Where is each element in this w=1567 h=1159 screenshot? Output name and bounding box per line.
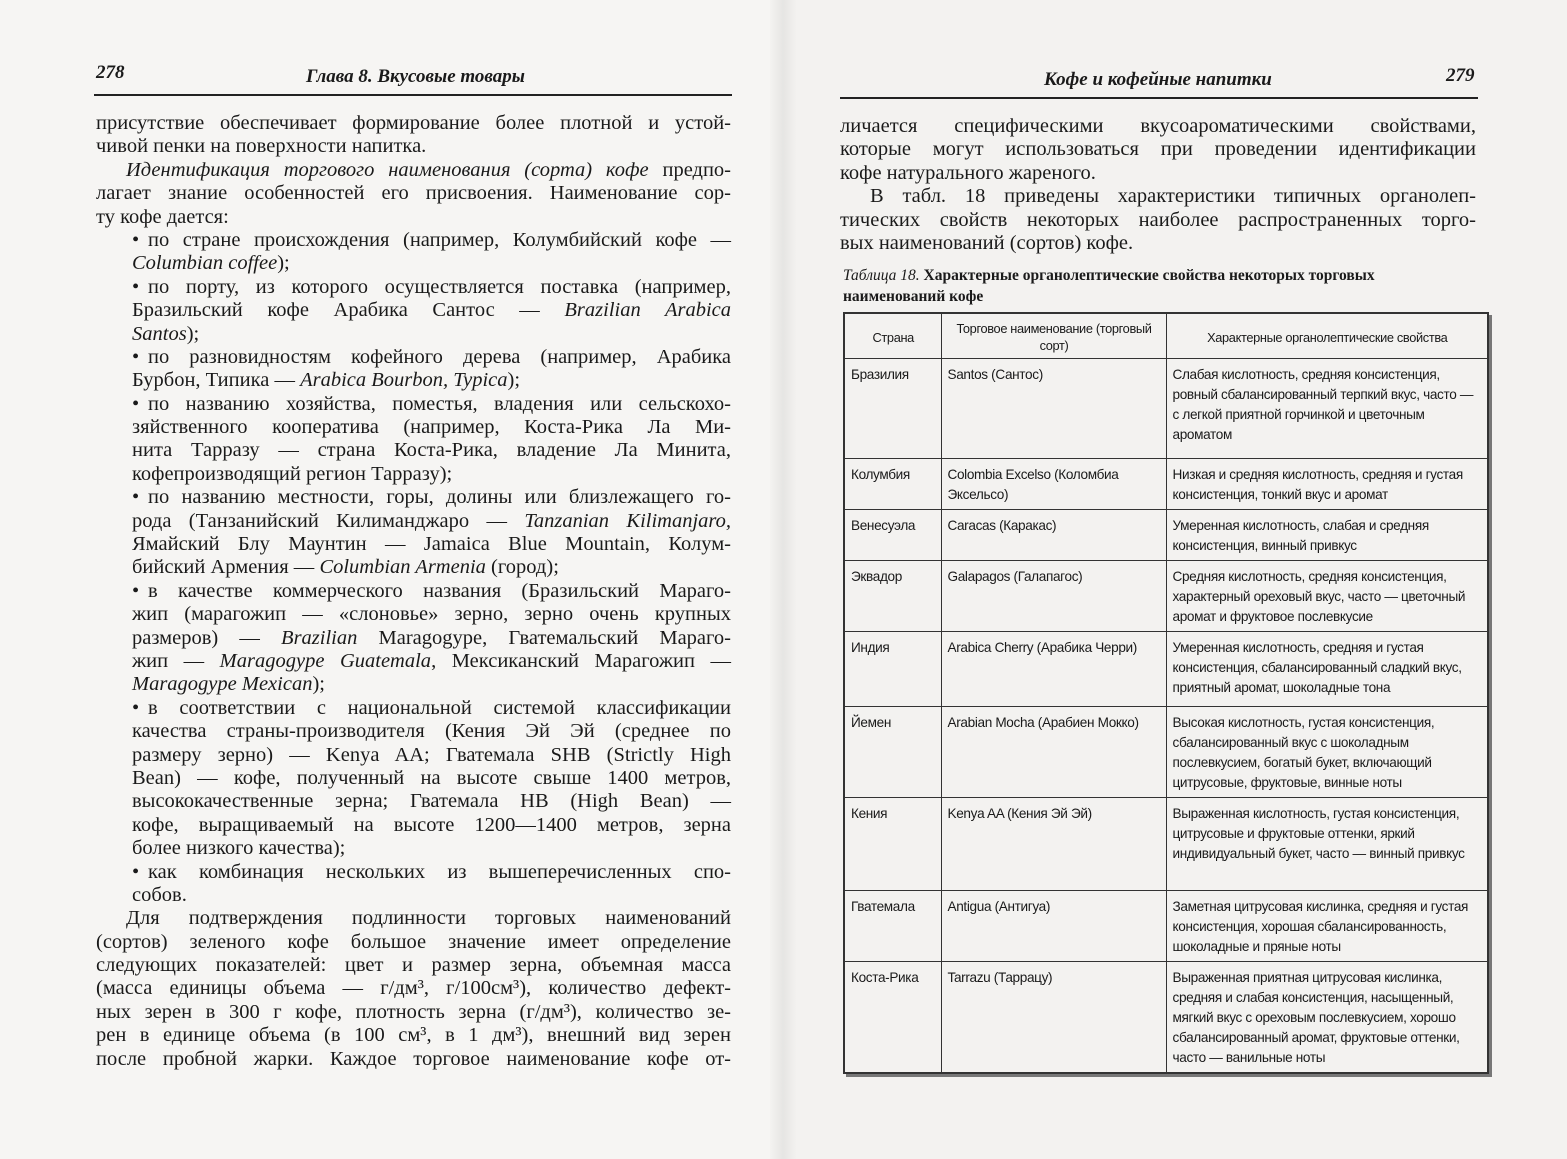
bullet-icon: • [132,579,140,602]
text-segment: кофепроизводящий регион Тарразу); [132,462,453,485]
text-segment: Бразильский кофе Арабика Сантос — [132,299,565,322]
text-line [96,393,731,416]
cell-country: Венесуэла [844,510,941,561]
text-line [96,884,731,907]
right-header-rule [840,97,1478,99]
bullet-icon: • [132,860,140,883]
cell-country: Эквадор [844,561,941,632]
italic-text: Columbian coffee [132,252,278,275]
cell-country: Гватемала [844,891,941,962]
text-line [96,697,731,720]
bullet-icon: • [132,228,140,251]
bullet-icon: • [132,486,140,509]
table-caption-label: Таблица 18. [843,267,920,284]
text-segment: личается специфическими вкусоароматическими свойствами, [840,115,1476,137]
cell-trade-name: Arabian Mocha (Арабиен Мокко) [941,707,1166,798]
bullet-icon: • [132,392,140,415]
text-segment: присутствие обеспечивает формирование более плотной и устой- [96,112,731,134]
text-segment: как комбинация нескольких из вышеперечисленных спо- [148,860,731,883]
text-line [96,580,731,603]
text-line [96,416,731,439]
right-page-number: 279 [1446,65,1475,86]
cell-trade-name: Galapagos (Галапагос) [941,561,1166,632]
text-line [840,115,1476,138]
text-segment: по названию местности, горы, долины или близлежащего го- [148,486,731,509]
text-line [96,533,731,556]
text-segment: ); [277,252,290,275]
text-segment: кофе, выращиваемый на высоте 1200—1400 метров, зерна [132,813,731,836]
table-row [844,459,1488,510]
text-line [96,369,731,392]
italic-text: Tanzanian Kilimanjaro, [524,509,731,532]
italic-text: Columbian Armenia [319,556,486,579]
cell-properties: Слабая кислотность, средняя консистенция, ровный сбалансированный терпкий вкус, часто — с легкой приятной горчинкой и цветочным ароматом [1166,359,1488,459]
cell-country: Коста-Рика [844,962,941,1074]
text-line [96,510,731,533]
text-segment: ту кофе дается: [96,205,229,228]
text-line [96,907,731,930]
bullet-icon: • [132,696,140,719]
text-segment: по порту, из которого осуществляется поставка (например, [148,275,731,298]
text-segment: жип (марагожип — «слоновье» зерно, зерно очень крупных [132,603,731,626]
text-segment: высококачественные зерна; Гватемала HB (High Bean) — [132,790,731,813]
text-line [96,135,731,158]
text-line [96,954,731,977]
text-line [96,814,731,837]
text-segment: зяйственного кооператива (например, Коста-Рика Ла Ми- [132,416,731,439]
right-running-head: Кофе и кофейные напитки [1044,69,1272,90]
cell-properties: Средняя кислотность, средняя консистенция, характерный ореховый вкус, часто — цветочный аромат и фруктовое послевкусие [1166,561,1488,632]
italic-text: Brazilian Arabica [564,299,731,322]
text-line [96,206,731,229]
text-segment: жип — [132,649,220,672]
left-running-head: Глава 8. Вкусовые товары [306,66,525,87]
italic-text: Идентификация торгового наименования (сорта) кофе [126,158,649,181]
header-properties: Характерные органолептические свойства [1166,313,1488,359]
coffee-properties-table [843,312,1489,1074]
text-segment: по стране происхождения (например, Колумбийский кофе — [148,228,731,251]
text-line [840,138,1476,161]
text-line [96,720,731,743]
header-trade-name: Торговое наименование (торговый сорт) [941,313,1166,359]
table-caption-title: Характерные органолептические свойства некоторых торговых наименований кофе [843,267,1375,305]
cell-properties: Умеренная кислотность, слабая и средняя консистенция, винный привкус [1166,510,1488,561]
cell-country: Кения [844,798,941,891]
text-segment: нита Тарразу — страна Коста-Рика, владение Ла Минита, [132,439,731,462]
text-segment: собов. [132,883,187,906]
text-segment: ); [507,369,521,392]
text-line [96,790,731,813]
cell-country: Индия [844,632,941,707]
cell-trade-name: Antigua (Антигуа) [941,891,1166,962]
text-segment: рен в единице объема (в 100 см³, в 1 дм³), внешний вид зерен [96,1024,731,1047]
text-line [96,323,731,346]
text-segment: ); [312,673,325,696]
text-line [840,185,1476,208]
text-line [96,1024,731,1047]
cell-trade-name: Kenya AA (Кения Эй Эй) [941,798,1166,891]
text-line [96,1048,731,1071]
cell-country: Йемен [844,707,941,798]
table-header-row [844,313,1488,359]
table-row [844,891,1488,962]
text-segment: ); [186,322,200,345]
text-line [96,486,731,509]
text-segment: Ямайский Блу Маунтин — Jamaica Blue Mountain, Колум- [132,533,731,556]
cell-properties: Заметная цитрусовая кислинка, средняя и густая консистенция, хорошая сбалансированность, шоколадные и пряные ноты [1166,891,1488,962]
text-line [96,182,731,205]
text-segment: которые могут использоваться при проведении идентификации [840,138,1476,161]
text-segment: Для подтверждения подлинности торговых наименований [126,907,731,930]
text-line [96,159,731,182]
cell-trade-name: Santos (Сантос) [941,359,1166,459]
table-row [844,707,1488,798]
cell-trade-name: Arabica Cherry (Арабика Черри) [941,632,1166,707]
cell-properties: Умеренная кислотность, средняя и густая консистенция, сбалансированный сладкий вкус, приятный аромат, шоколадные тона [1166,632,1488,707]
book-gutter [770,0,796,1159]
text-line [840,209,1476,232]
text-segment: Maragogype, Гватемальский Марaго- [357,626,731,649]
text-segment: рода (Танзанийский Килиманджаро — [132,509,525,532]
text-line [96,299,731,322]
italic-text: Maragogype Mexican [132,673,313,696]
table-row [844,561,1488,632]
text-line [96,767,731,790]
table-row [844,798,1488,891]
text-segment: (сортов) зеленого кофе большое значение имеет определение [96,930,731,953]
text-line [840,232,1476,255]
cell-properties: Высокая кислотность, густая консистенция, сбалансированный вкус с шоколадным послевкусием, богатый букет, включающий цитрусовые, фруктовые, винные ноты [1166,707,1488,798]
text-segment: в соответствии с национальной системой классификации [148,696,731,719]
text-segment: кофе натурального жареного. [840,161,1096,184]
text-line [96,977,731,1000]
text-segment: размеру зерно) — Kenya AA; Гватемала SHB (Strictly High [132,743,731,766]
text-line [96,276,731,299]
text-line [96,252,731,275]
text-segment: качества страны-производителя (Кения Эй Эй (среднее по [132,720,731,743]
text-segment: (масса единицы объема — г/дм³, г/100см³), количество дефект- [96,977,731,1000]
table-row [844,510,1488,561]
text-segment: по разновидностям кофейного дерева (например, Арабика [148,345,731,368]
text-line [96,346,731,369]
text-line [96,650,731,673]
cell-trade-name: Caracas (Каракас) [941,510,1166,561]
cell-country: Колумбия [844,459,941,510]
left-body-text [96,112,731,1071]
text-segment: В табл. 18 приведены характеристики типичных органолеп- [870,185,1476,208]
text-segment: предпо- [648,158,731,181]
text-line [96,861,731,884]
cell-properties: Выраженная кислотность, густая консистенция, цитрусовые и фруктовые оттенки, яркий индивидуальный букет, часто — винный привкус [1166,798,1488,891]
text-segment: тических свойств некоторых наиболее распространенных торго- [840,208,1476,231]
text-line [96,627,731,650]
text-segment: ных зерен в 300 г кофе, плотность зерна (г/дм³), количество зе- [96,1000,731,1023]
text-line [840,162,1476,185]
text-segment: более низкого качества); [132,837,346,860]
text-segment: чивой пенки на поверхности напитка. [96,135,427,158]
header-country: Страна [844,313,941,359]
left-page-number: 278 [96,62,125,83]
text-segment: Бурбон, Типика — [132,369,301,392]
italic-text: Maragogype Guatemala [219,649,432,672]
table-row [844,359,1488,459]
italic-text: Brazilian [281,626,358,649]
cell-properties: Выраженная приятная цитрусовая кислинка, средняя и слабая консистенция, насыщенный, мягкий вкус с ореховым послевкусием, хорошо сбалансированный аромат, фруктовые оттенки, часто — ванильные ноты [1166,962,1488,1074]
cell-properties: Низкая и средняя кислотность, средняя и густая консистенция, тонкий вкус и аромат [1166,459,1488,510]
text-line [96,463,731,486]
text-line [96,837,731,860]
text-line [96,673,731,696]
text-segment: лагает знание особенностей его присвоения. Наименование сор- [96,182,731,205]
text-segment: , Мексиканский Марагожип — [431,649,731,672]
text-segment: следующих показателей: цвет и размер зерна, объемная масса [96,954,731,977]
right-body-text [840,115,1476,255]
bullet-icon: • [132,275,140,298]
left-header-rule [94,94,732,96]
text-line [96,112,731,135]
text-line [96,1001,731,1024]
text-line [96,229,731,252]
table-caption [843,265,1463,307]
cell-trade-name: Colombia Excelso (Коломбиа Эксельсо) [941,459,1166,510]
text-segment: размеров) — [132,626,282,649]
text-line [96,603,731,626]
text-line [96,744,731,767]
text-line [96,931,731,954]
text-segment: (город); [485,556,559,579]
text-line [96,556,731,579]
bullet-icon: • [132,345,140,368]
text-line [96,439,731,462]
text-segment: после пробной жарки. Каждое торговое наименование кофе от- [96,1047,731,1070]
text-segment: в качестве коммерческого названия (Бразильский Марaго- [148,579,731,602]
text-segment: Bean) — кофе, полученный на высоте свыше 1400 метров, [132,766,731,789]
text-segment: бийский Армения — [132,556,320,579]
italic-text: Santos [132,322,187,345]
italic-text: Arabica Bourbon, Typica [300,369,508,392]
table-row [844,632,1488,707]
cell-trade-name: Tarrazu (Таррацу) [941,962,1166,1074]
table-row [844,962,1488,1074]
cell-country: Бразилия [844,359,941,459]
text-segment: вых наименований (сортов) кофе. [840,231,1134,254]
text-segment: по названию хозяйства, поместья, владения или сельскохо- [148,392,731,415]
